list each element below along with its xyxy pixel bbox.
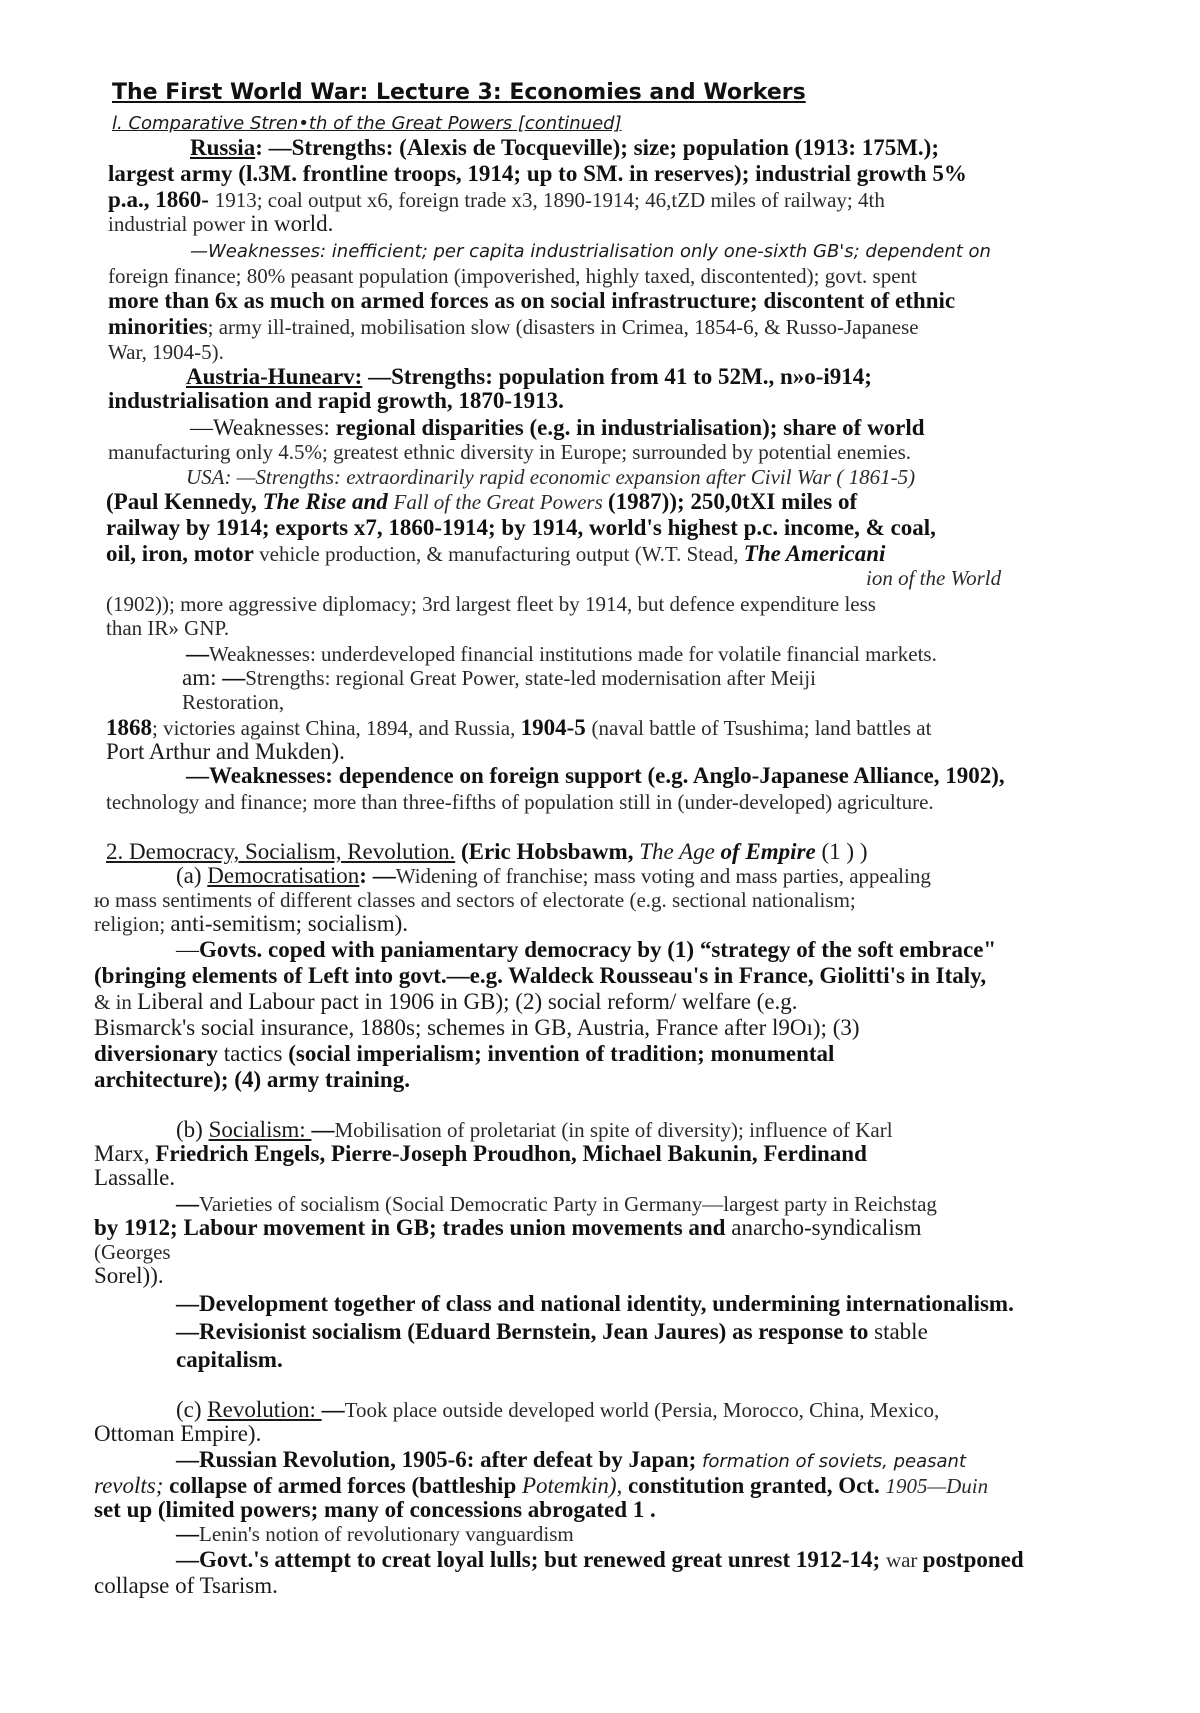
- text-run: (1 ) ): [821, 839, 868, 864]
- text-run: Varieties of socialism (Social Democratic Party in Germany—largest party in Reichstag: [199, 1192, 937, 1216]
- text-run: constitution granted, Oct.: [628, 1473, 886, 1498]
- text-line-soc-9: [176, 1318, 928, 1345]
- text-run: & in: [94, 990, 138, 1014]
- text-run: of Empire: [720, 839, 822, 864]
- text-run: anti-semitism; socialism).: [170, 911, 409, 936]
- text-run: 1905—Duin: [885, 1474, 989, 1498]
- text-line-s2-heading: [106, 838, 867, 865]
- text-run: Austria-Hunearv:: [186, 364, 363, 389]
- text-line-dem-3: [94, 910, 408, 938]
- text-run: Govts. coped with paniamentary democracy by (1) “strategy of the soft embrace": [199, 937, 997, 962]
- text-line-japan-2: [182, 688, 284, 716]
- text-run: —: [321, 1397, 345, 1422]
- text-run: industrial power: [108, 212, 251, 236]
- text-run: 1868: [106, 715, 152, 740]
- text-line-russia-1: [190, 134, 939, 161]
- text-run: by 1912; Labour movement in GB; trades union movements and: [94, 1215, 732, 1240]
- text-run: The Americani: [743, 541, 886, 566]
- text-run: ; army ill-trained, mobilisation slow (disasters in Crimea, 1854-6, & Russo-Japanese: [207, 315, 919, 339]
- text-run: —: [222, 665, 246, 690]
- text-run: ion of the World: [866, 566, 1002, 590]
- text-line-rev-2: [94, 1420, 261, 1447]
- text-run: war: [885, 1548, 923, 1572]
- text-run: collapse of armed forces (battleship: [169, 1473, 522, 1498]
- text-run: The Age: [639, 839, 721, 864]
- text-run: —Development together of class and national identity, undermining internationalism.: [176, 1291, 1014, 1316]
- text-line-japan-w2: [106, 788, 934, 816]
- text-run: Socialism:: [208, 1117, 312, 1142]
- text-run: —: [176, 1191, 199, 1216]
- text-line-rev-6: [176, 1520, 574, 1548]
- text-run: —Russian Revolution, 1905-6: after defeat by Japan;: [176, 1447, 703, 1472]
- text-line-usa-4: [106, 540, 885, 568]
- text-run: —Strengths: population from 41 to 52M., n»o-i914;: [362, 364, 872, 389]
- text-run: ю mass sentiments of different classes and sectors of electorate (e.g. sectional nationalism;: [94, 888, 856, 912]
- text-run: Weaknesses: underdeveloped financial institutions made for volatile financial markets.: [209, 642, 937, 666]
- text-run: manufacturing only 4.5%; greatest ethnic diversity in Europe; surrounded by potential enemies.: [108, 440, 912, 464]
- text-line-austria-w2: [108, 438, 911, 466]
- text-run: Friedrich Engels, Pierre-Joseph Proudhon, Michael Bakunin, Ferdinand: [155, 1141, 867, 1166]
- text-run: Widening of franchise; mass voting and mass parties, appealing: [395, 864, 931, 888]
- text-run: : —Strengths: (Alexis de Tocqueville); size; population (1913: 175M.);: [255, 135, 940, 160]
- text-line-rev-5: [94, 1496, 656, 1523]
- text-run: am:: [182, 665, 223, 690]
- text-run: revolts;: [94, 1473, 170, 1498]
- text-run: (Eric Hobsbawm,: [455, 839, 640, 864]
- text-run: Russia: [190, 135, 256, 160]
- text-run: diversionary: [94, 1041, 224, 1066]
- text-run: Liberal and Labour pact in 1906 in GB); (2) social reform/ welfare (e.g.: [137, 989, 798, 1014]
- text-run: —Weaknesses: inefficient; per capita industrialisation only one-sixth GB's; dependent on: [190, 241, 991, 262]
- text-line-soc-10: [176, 1346, 283, 1373]
- text-line-russia-2: [108, 160, 967, 187]
- text-line-japan-w1: [186, 762, 1005, 789]
- text-line-austria-w1: [190, 414, 925, 441]
- text-run: 1904-5: [520, 715, 592, 740]
- text-run: Bismarck's social insurance, 1880s; schemes in GB, Austria, France after l9Oı); (3): [94, 1015, 860, 1040]
- text-run: railway by 1914; exports x7, 1860-1914; by 1914, world's highest p.c. income, & coal,: [106, 515, 936, 540]
- text-line-rev-7: [176, 1546, 1024, 1574]
- text-line-usa-1: [186, 463, 915, 491]
- text-run: Fall of the Great Powers: [393, 490, 608, 514]
- text-run: Potemkin),: [521, 1473, 628, 1498]
- text-run: l. Comparative Stren•th of the Great Powers [continued]: [112, 113, 622, 134]
- text-run: technology and finance; more than three-fifths of population still in (under-developed) agriculture.: [106, 790, 934, 814]
- text-line-usa-7: [106, 614, 229, 642]
- text-run: : —: [359, 863, 396, 888]
- text-run: p.a., 1860-: [108, 187, 215, 212]
- text-run: Ottoman Empire).: [94, 1421, 262, 1446]
- text-line-dem-9: [94, 1066, 410, 1093]
- text-run: in world.: [250, 211, 334, 236]
- text-run: architecture); (4) army training.: [94, 1067, 410, 1092]
- text-run: collapse of Tsarism.: [94, 1573, 278, 1598]
- text-line-rev-8: [94, 1572, 278, 1599]
- text-line-russia-w4: [108, 313, 919, 341]
- text-run: Port Arthur and Mukden).: [106, 739, 345, 764]
- text-line-dem-6: [94, 988, 798, 1016]
- text-run: (social imperialism; invention of tradition; monumental: [288, 1041, 835, 1066]
- text-line-russia-w3: [108, 287, 955, 314]
- text-run: industrialisation and rapid growth, 1870-1913.: [108, 388, 564, 413]
- text-run: (bringing elements of Left into govt.—e.g. Waldeck Rousseau's in France, Giolitti's in Italy,: [94, 963, 987, 988]
- text-run: —: [311, 1117, 335, 1142]
- text-run: (a): [176, 863, 208, 888]
- text-run: oil, iron, motor: [106, 541, 260, 566]
- text-line-s1-heading: [112, 108, 622, 137]
- text-run: vehicle production, & manufacturing output (W.T. Stead,: [259, 542, 744, 566]
- text-run: (1902)); more aggressive diplomacy; 3rd largest fleet by 1914, but defence expenditure less: [106, 592, 876, 616]
- text-line-dem-4: [176, 936, 996, 963]
- text-run: (naval battle of Tsushima; land battles at: [591, 716, 932, 740]
- text-line-dem-8: [94, 1040, 834, 1067]
- text-run: religion;: [94, 912, 171, 936]
- text-run: formation of soviets, peasant: [702, 1451, 967, 1472]
- text-run: set up (limited powers; many of concessions abrogated 1 .: [94, 1497, 656, 1522]
- text-run: Sorel)).: [94, 1263, 164, 1288]
- text-line-usa-5: [866, 564, 1001, 592]
- text-run: minorities: [108, 314, 208, 339]
- text-run: Marx,: [94, 1141, 156, 1166]
- text-run: anarcho-syndicalism: [731, 1215, 922, 1240]
- text-run: —: [176, 937, 199, 962]
- text-line-soc-8: [176, 1290, 1014, 1317]
- text-line-soc-5: [94, 1214, 922, 1241]
- text-run: War, 1904-5).: [108, 340, 224, 364]
- text-run: Lassalle.: [94, 1165, 176, 1190]
- text-run: Revolution:: [207, 1397, 322, 1422]
- text-line-usa-3: [106, 514, 936, 541]
- text-run: Took place outside developed world (Persia, Morocco, China, Mexico,: [344, 1398, 940, 1422]
- text-run: —: [176, 1521, 199, 1546]
- text-line-russia-w1: [190, 236, 991, 265]
- text-run: capitalism.: [176, 1347, 283, 1372]
- text-run: regional disparities (e.g. in industrialisation); share of world: [335, 415, 925, 440]
- text-run: (b): [176, 1117, 209, 1142]
- text-run: ; victories against China, 1894, and Russia,: [152, 716, 521, 740]
- text-run: postponed: [922, 1547, 1024, 1572]
- text-run: tactics: [223, 1041, 289, 1066]
- text-line-usa-2: [106, 488, 857, 516]
- page-title: The First World War: Lecture 3: Economies and Workers: [112, 80, 806, 105]
- text-run: The Rise and: [262, 489, 394, 514]
- text-line-rev-1: [176, 1396, 939, 1424]
- text-line-rev-3: [176, 1446, 966, 1475]
- text-run: Mobilisation of proletariat (in spite of diversity); influence of Karl: [334, 1118, 893, 1142]
- text-run: (c): [176, 1397, 208, 1422]
- text-run: (Paul Kennedy,: [106, 489, 263, 514]
- text-line-soc-7: [94, 1262, 164, 1289]
- text-line-soc-2: [94, 1140, 867, 1167]
- text-run: USA: —Strengths: extraordinarily rapid economic expansion after Civil War ( 1861-5): [186, 465, 916, 489]
- text-run: Strengths: regional Great Power, state-led modernisation after Meiji: [245, 666, 816, 690]
- text-run: than IR» GNP.: [106, 616, 230, 640]
- text-run: (1987)); 250,0tXI miles of: [608, 489, 858, 514]
- text-run: —Weaknesses: dependence on foreign support (e.g. Anglo-Japanese Alliance, 1902),: [186, 763, 1005, 788]
- text-run: 1913; coal output x6, foreign trade x3, 1890-1914; 46,tZD miles of railway; 4th: [214, 188, 885, 212]
- text-run: largest army (l.3M. frontline troops, 1914; up to SM. in reserves); industrial growth 5%: [108, 161, 967, 186]
- text-run: Lenin's notion of revolutionary vanguardism: [199, 1522, 574, 1546]
- text-line-austria-2: [108, 387, 564, 414]
- text-run: foreign finance; 80% peasant population (impoverished, highly taxed, discontented); govt. spent: [108, 264, 917, 288]
- text-line-dem-7: [94, 1014, 860, 1041]
- text-run: —Weaknesses:: [190, 415, 336, 440]
- text-run: —: [186, 641, 209, 666]
- text-run: (Georges: [94, 1240, 171, 1264]
- text-run: 2. Democracy, Socialism, Revolution.: [106, 839, 456, 864]
- text-line-russia-4: [108, 210, 333, 238]
- text-line-austria-1: [186, 363, 872, 390]
- text-run: —Revisionist socialism (Eduard Bernstein, Jean Jaures) as response to: [176, 1319, 875, 1344]
- text-line-soc-3: [94, 1164, 175, 1191]
- text-run: more than 6x as much on armed forces as on social infrastructure; discontent of ethnic: [108, 288, 956, 313]
- text-run: —Govt.'s attempt to creat loyal lulls; but renewed great unrest 1912-14;: [176, 1547, 886, 1572]
- text-run: stable: [874, 1319, 928, 1344]
- text-line-russia-w5: [108, 338, 224, 366]
- text-run: Democratisation: [207, 863, 360, 888]
- text-line-russia-w2: [108, 262, 917, 290]
- text-line-dem-5: [94, 962, 986, 989]
- text-run: Restoration,: [182, 690, 285, 714]
- text-line-japan-4: [106, 738, 345, 765]
